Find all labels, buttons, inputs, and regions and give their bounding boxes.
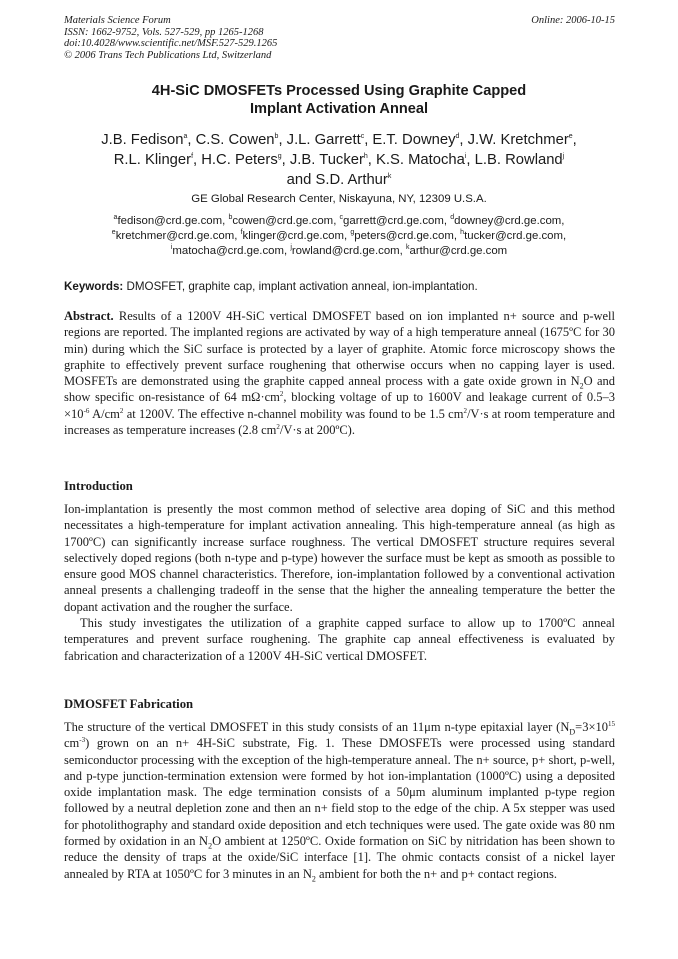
superscript: 2	[276, 422, 280, 431]
keywords-label: Keywords:	[64, 280, 124, 293]
doi-line: doi:10.4028/www.scientific.net/MSF.527-529.1265	[64, 38, 278, 50]
author: J.L. Garrett	[286, 132, 361, 148]
keywords-line	[64, 280, 478, 293]
email-mark: j	[290, 243, 292, 251]
author-mark: d	[455, 133, 460, 141]
subscript: 2	[311, 874, 316, 884]
author-mark: c	[360, 133, 365, 141]
author: J.B. Tucker	[289, 152, 364, 168]
abstract-text: A/cm	[89, 406, 120, 421]
superscript: -3	[79, 736, 86, 745]
author-mark: f	[191, 153, 194, 161]
email-address[interactable]: arthur@crd.ge.com	[409, 244, 508, 257]
author: L.B. Rowland	[474, 152, 563, 168]
email-address[interactable]: tucker@crd.ge.com	[464, 229, 564, 242]
author-mark: j	[562, 153, 565, 161]
author-mark: e	[568, 133, 573, 141]
abstract-text: Results of a 1200V 4H-SiC vertical DMOSFET based on ion implanted n+ source and p-well regions are reported. The implanted regions are activated by way of a high temperature anneal (1675ºC for 30 min) during which the SiC surface is protected by a layer of graphite. Atomic force microscopy shows the graphite to effectively prevent surface roughening that otherwise occurs when no capping layer is used. MOSFETs are demonstrated using the graphite capped anneal process with a gate oxide grown in N	[64, 309, 615, 389]
copyright-line: © 2006 Trans Tech Publications Ltd, Switzerland	[64, 49, 272, 61]
author-mark: h	[363, 153, 368, 161]
fab-text: ambient for both the n+ and p+ contact regions.	[315, 866, 558, 881]
affiliation: GE Global Research Center, Niskayuna, NY, 12309 U.S.A.	[191, 193, 487, 205]
email-address[interactable]: rowland@crd.ge.com	[291, 244, 400, 257]
email-list: $^a$fedison@crd.ge.com, $^b$cowen@crd.ge.com, $^c$garrett@crd.ge.com, $^d$downey@crd.ge.com, $^e$kretchmer@crd.ge.com, $^f$klinger@crd.ge.com, $^g$peters@crd.ge.com, $^h$tucker@crd.ge.com, $^i$matocha@crd.ge.com, $^j$rowland@crd.ge.com, $^k$arthur@crd.ge.com	[111, 214, 567, 257]
intro-paragraph-2: This study investigates the utilization of a graphite capped surface to allow up to 1700ºC anneal temperatures and prevent surface roughening. The graphite cap anneal effectiveness is evaluated by fabrication and characterization of a 1200V 4H-SiC vertical DMOSFET.	[64, 616, 615, 663]
author: E.T. Downey	[372, 132, 456, 148]
author-mark: b	[274, 133, 279, 141]
title-line-2: Implant Activation Anneal	[249, 101, 429, 117]
author: S.D. Arthur	[315, 172, 388, 188]
author: K.S. Matocha	[376, 152, 465, 168]
email-mark: i	[170, 243, 173, 251]
email-mark: e	[111, 229, 116, 236]
subscript: 2	[579, 381, 584, 391]
introduction-body	[64, 501, 615, 664]
email-address[interactable]: fedison@crd.ge.com	[117, 215, 223, 227]
title-line-1: 4H-SiC DMOSFETs Processed Using Graphite Capped	[151, 83, 527, 99]
author: C.S. Cowen	[195, 132, 275, 148]
email-address[interactable]: downey@crd.ge.com	[454, 215, 562, 227]
author: H.C. Peters	[201, 152, 278, 168]
author-list: J.B. Fedison$^a$, C.S. Cowen$^b$, J.L. Garrett$^c$, E.T. Downey$^d$, J.W. Kretchmer$^e$, R.L. Klinger$^f$, H.C. Peters$^g$, J.B. Tucker$^h$, K.S. Matocha$^i$, L.B. Rowland$^j$ and S.D. Arthur$^k$	[101, 132, 577, 188]
abstract-text: at 1200V. The effective n-channel mobility was found to be 1.5 cm	[123, 406, 464, 421]
journal-header	[64, 15, 277, 61]
email-mark: h	[460, 229, 465, 236]
superscript: 2	[279, 390, 284, 399]
email-address[interactable]: matocha@crd.ge.com	[172, 244, 284, 257]
superscript: -6	[83, 406, 90, 415]
superscript: 2	[463, 406, 467, 415]
author: J.W. Kretchmer	[467, 132, 569, 148]
author: R.L. Klinger	[113, 152, 192, 168]
fab-text: The structure of the vertical DMOSFET in this study consists of an 11μm n-type epitaxial layer (N	[64, 720, 570, 734]
fabrication-paragraph	[64, 719, 615, 882]
email-mark: d	[450, 214, 455, 222]
email-mark: k	[406, 243, 410, 251]
fab-text: O ambient at 1250ºC. Oxide formation on SiC by nitridation has been shown to reduce the density of traps at the oxide/SiC interface [1]. The ohmic contacts consist of a nickel layer annealed by RTA at 1050ºC for 3 minutes in an N	[64, 834, 615, 881]
introduction-heading: Introduction	[64, 479, 133, 493]
author-mark: k	[387, 173, 392, 181]
email-address[interactable]: kretchmer@crd.ge.com	[115, 229, 235, 242]
abstract-text: /V·s at room temperature and increases as temperature increases (2.8 cm	[64, 406, 615, 438]
author-mark: g	[277, 153, 282, 161]
subscript: D	[569, 727, 576, 737]
superscript: 15	[608, 719, 615, 728]
email-mark: c	[339, 214, 344, 222]
paper-title	[0, 82, 678, 118]
journal-name: Materials Science Forum	[64, 15, 171, 26]
email-address[interactable]: garrett@crd.ge.com	[343, 215, 444, 227]
fab-text: cm	[64, 736, 80, 751]
author-mark: i	[464, 153, 467, 161]
online-date: Online: 2006-10-15	[531, 15, 615, 26]
email-mark: g	[350, 229, 355, 236]
abstract-label: Abstract.	[64, 309, 114, 323]
fab-text: ) grown on an n+ 4H-SiC substrate, Fig. 1. These DMOSFETs were processed using standard semiconductor processing with the exception of the high-temperature anneal. The n+ source, p+ short, p-well, and p-type junction-termination extension were formed by hot ion-implantation (1000ºC) using a deposited oxide implantation mask. The edge termination consists of a 50μm aluminum implanted p-type region followed by a neutral depletion zone and then an n+ field stop to the edge of the chip. A 5x stepper was used for photolithography and standard oxide deposition and etch techniques were used. The gate oxide was 80 nm formed by oxidation in an N	[64, 736, 615, 849]
email-mark: a	[113, 214, 118, 222]
email-mark: b	[228, 214, 233, 222]
subscript: 2	[208, 841, 213, 851]
email-address[interactable]: klinger@crd.ge.com	[242, 229, 345, 242]
abstract-text: O and show specific on-resistance of 64 mΩ·cm	[64, 374, 615, 405]
email-mark: f	[240, 229, 243, 236]
author-mark: a	[183, 133, 188, 141]
email-address[interactable]: peters@crd.ge.com	[354, 229, 454, 242]
author: J.B. Fedison	[101, 132, 184, 148]
superscript: 2	[119, 406, 124, 415]
issn-line: ISSN: 1662-9752, Vols. 527-529, pp 1265-1268	[64, 26, 264, 38]
fab-text: =3×10	[575, 720, 608, 734]
abstract-text: /V·s at 200ºC).	[279, 423, 355, 438]
intro-paragraph-1: Ion-implantation is presently the most common method of selective area doping of SiC and this method necessitates a high-temperature for implant activation annealing. This high-temperature anneal (as high as 1700ºC) can significantly increase surface roughness. The vertical DMOSFET structure requires several selectively doped regions (both n-type and p-type) however the surface must be kept as smooth as possible to ensure good MOS channel characteristics. Therefore, ion-implantation followed by a conventional activation anneal presents a challenging tradeoff in the sense that the higher the annealing temperature the better the dopant activation and the rougher the surface.	[64, 502, 615, 614]
fabrication-heading: DMOSFET Fabrication	[64, 697, 194, 711]
keywords-text: DMOSFET, graphite cap, implant activation anneal, ion-implantation.	[126, 280, 478, 293]
email-address[interactable]: cowen@crd.ge.com	[232, 215, 334, 227]
abstract-paragraph	[64, 308, 615, 438]
abstract-text: , blocking voltage of up to 1600V and leakage current of 0.5–3 ×10	[64, 390, 615, 421]
